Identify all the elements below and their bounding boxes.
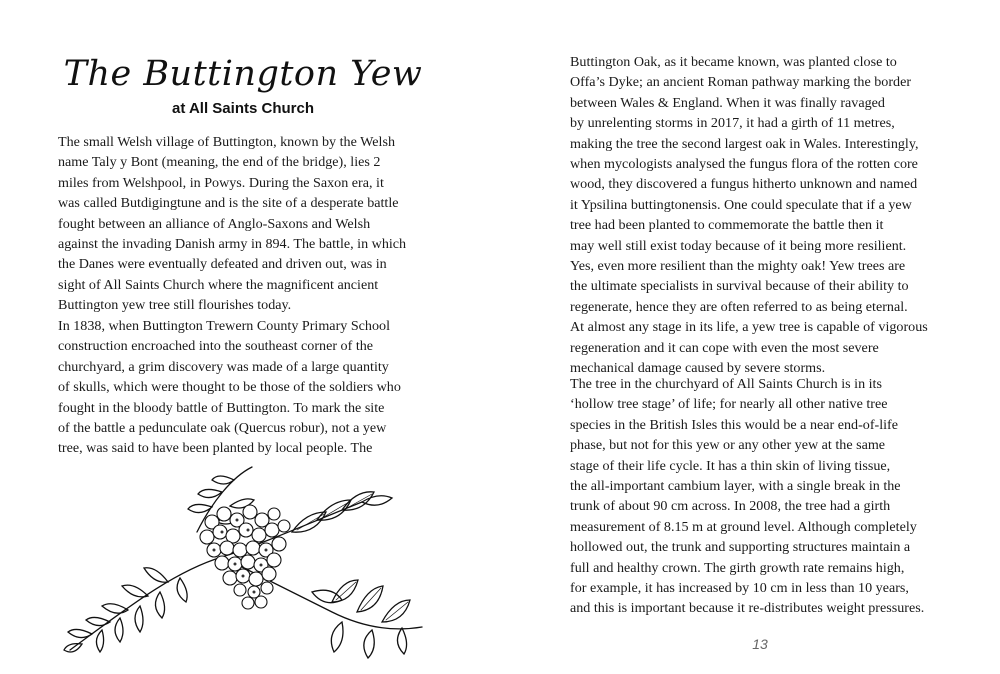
paragraph-1838 <box>58 316 433 459</box>
text-line: of the battle a pedunculate oak (Quercus robur), not a yew <box>58 420 387 437</box>
text-line: between Wales & England. When it was finally ravaged <box>570 94 885 111</box>
text-line: may well still exist today because of it being more resilient. <box>570 237 907 254</box>
text-line: the Danes were eventually defeated and driven out, was in <box>58 256 387 273</box>
text-line: In 1838, when Buttington Trewern County Primary School <box>58 318 390 334</box>
text-line: when mycologists analysed the fungus flora of the rotten core <box>570 156 918 173</box>
text-line: full and healthy crown. The girth growth rate remains high, <box>570 559 905 576</box>
page-title: The Buttington Yew <box>63 54 423 94</box>
text-line: ‘hollow tree stage’ of life; for nearly all other native tree <box>570 396 888 413</box>
text-line: mechanical damage caused by severe storms. <box>570 360 826 377</box>
text-line: miles from Welshpool, in Powys. During the Saxon era, it <box>58 174 384 191</box>
text-line: of skulls, which were thought to be those of the soldiers who <box>58 379 401 396</box>
text-line: hollowed out, the trunk and supporting structures maintain a <box>570 539 911 556</box>
text-line: Offa’s Dyke; an ancient Roman pathway marking the border <box>570 74 912 91</box>
text-line: tree, was said to have been planted by local people. The <box>58 440 373 457</box>
text-line: The small Welsh village of Buttington, known by the Welsh <box>58 134 395 150</box>
text-line: trunk of about 90 cm across. In 2008, the tree had a girth <box>570 498 891 515</box>
text-line: against the invading Danish army in 894. The battle, in which <box>58 236 407 253</box>
text-line: and this is important because it re-distributes weight pressures. <box>570 600 925 617</box>
text-line: At almost any stage in its life, a yew tree is capable of vigorous <box>570 319 928 336</box>
text-line: it Ypsilina buttingtonensis. One could speculate that if a yew <box>570 196 912 213</box>
text-line: churchyard, a grim discovery was made of a large quantity <box>58 358 389 375</box>
text-line: for example, it has increased by 10 cm in less than 10 years, <box>570 580 909 597</box>
page-subtitle: at All Saints Church <box>172 100 314 117</box>
paragraph-intro <box>58 132 433 316</box>
text-line: Yes, even more resilient than the mighty oak! Yew trees are <box>570 258 906 275</box>
text-line: by unrelenting storms in 2017, it had a girth of 11 metres, <box>570 115 895 132</box>
rowan-branch-illustration <box>62 462 447 662</box>
text-line: measurement of 8.15 m at ground level. Although completely <box>570 518 917 535</box>
text-line: regenerate, hence they are often referred to as being eternal. <box>570 298 908 315</box>
text-line: wood, they discovered a fungus hitherto unknown and named <box>570 176 918 193</box>
text-line: fought in the bloody battle of Buttington. To mark the site <box>58 399 385 416</box>
paragraph-buttington-oak <box>570 52 945 379</box>
text-line: was called Butdigingtune and is the site of a desperate battle <box>58 195 399 212</box>
text-line: stage of their life cycle. It has a thin skin of living tissue, <box>570 457 891 474</box>
text-line: the ultimate specialists in survival because of their ability to <box>570 278 909 295</box>
text-line: name Taly y Bont (meaning, the end of the bridge), lies 2 <box>58 154 381 171</box>
text-line: regeneration and it can cope with even the most severe <box>570 339 879 356</box>
text-line: The tree in the churchyard of All Saints Church is in its <box>570 376 882 392</box>
text-line: phase, but not for this yew or any other yew at the same <box>570 437 886 454</box>
paragraph-hollow-tree <box>570 374 945 619</box>
text-line: species in the British Isles this would be a near end-of-life <box>570 416 898 433</box>
text-line: the all-important cambium layer, with a single break in the <box>570 478 901 495</box>
text-line: construction encroached into the southeast corner of the <box>58 338 374 355</box>
text-line: sight of All Saints Church where the magnificent ancient <box>58 276 379 293</box>
text-line: Buttington Oak, as it became known, was planted close to <box>570 54 897 70</box>
text-line: tree had been planted to commemorate the battle then it <box>570 217 884 234</box>
text-line: making the tree the second largest oak in Wales. Interestingly, <box>570 135 919 152</box>
text-line: fought between an alliance of Anglo-Saxons and Welsh <box>58 215 371 232</box>
page-number: 13 <box>752 636 768 652</box>
text-line: Buttington yew tree still flourishes today. <box>58 297 292 314</box>
